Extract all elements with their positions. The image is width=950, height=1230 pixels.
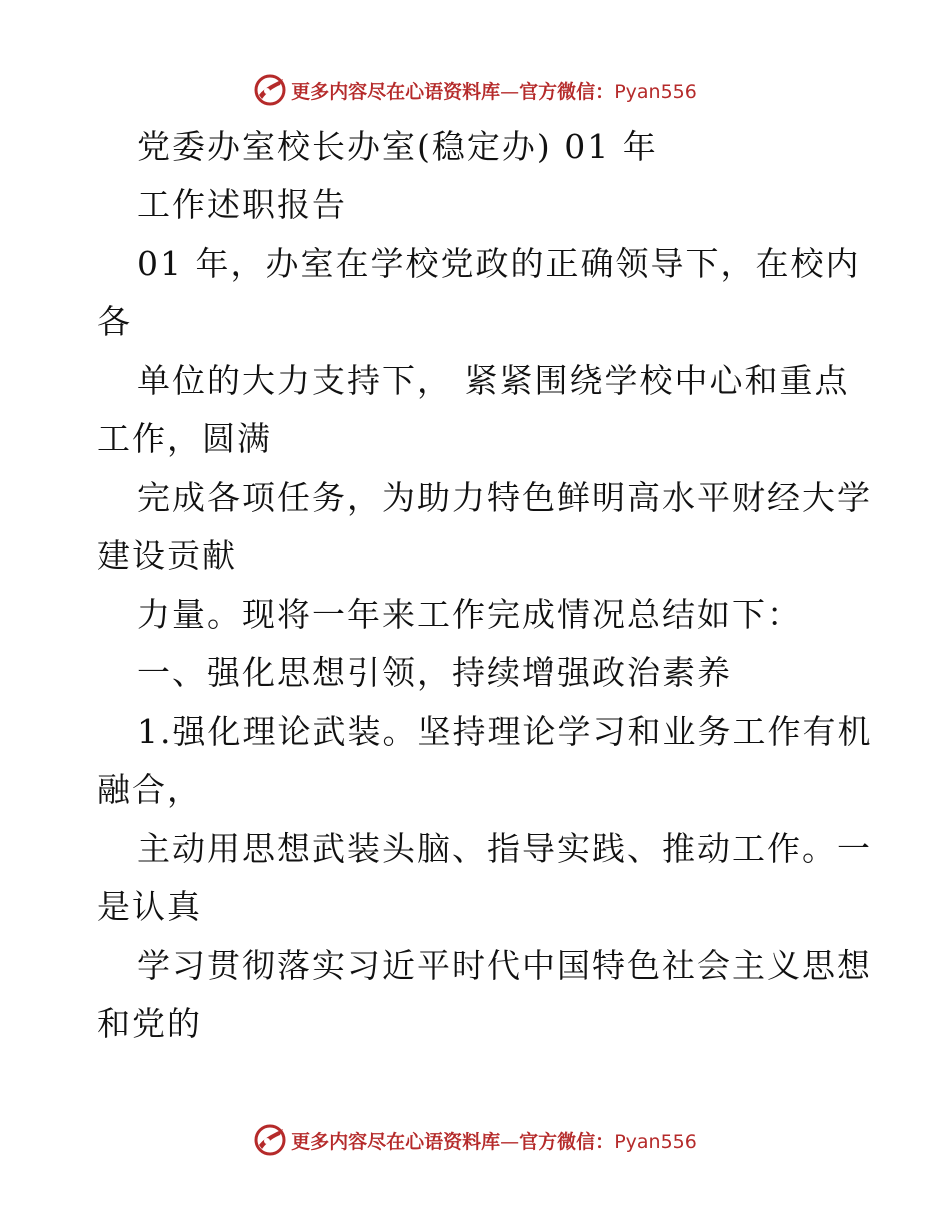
pen-logo-icon bbox=[253, 73, 287, 107]
footer-watermark-banner bbox=[0, 1120, 950, 1160]
banner-separator: — bbox=[500, 80, 520, 103]
document-title-line-2: 工作述职报告 bbox=[137, 185, 347, 224]
banner-separator: — bbox=[500, 1130, 520, 1153]
banner-site-text: 更多内容尽在心语资料库 bbox=[291, 1130, 501, 1153]
banner-wechat-id: Pyan556 bbox=[614, 1130, 697, 1153]
paragraph-line: 主动用思想武装头脑、指导实践、推动工作。一 bbox=[137, 829, 872, 868]
paragraph-line: 完成各项任务，为助力特色鲜明高水平财经大学 bbox=[137, 478, 872, 517]
paragraph-line: 工作，圆满 bbox=[97, 419, 272, 458]
pen-logo-icon bbox=[253, 1123, 287, 1157]
banner-wechat-label: 官方微信： bbox=[519, 80, 615, 103]
paragraph-line: 学习贯彻落实习近平时代中国特色社会主义思想 bbox=[137, 946, 872, 985]
banner-wechat-label: 官方微信： bbox=[519, 1130, 615, 1153]
section-heading: 一、强化思想引领，持续增强政治素养 bbox=[137, 653, 732, 692]
document-title-line-1: 党委办室校长办室(稳定办) 01 年 bbox=[137, 127, 658, 166]
paragraph-line: 力量。现将一年来工作完成情况总结如下： bbox=[137, 595, 802, 634]
banner-text bbox=[291, 1127, 697, 1154]
banner-wechat-id: Pyan556 bbox=[614, 80, 697, 103]
banner-site-text: 更多内容尽在心语资料库 bbox=[291, 80, 501, 103]
paragraph-line: 01 年，办室在学校党政的正确领导下，在校内 bbox=[137, 244, 861, 283]
paragraph-line: 单位的大力支持下， 紧紧围绕学校中心和重点 bbox=[137, 361, 850, 400]
header-watermark-banner bbox=[0, 70, 950, 110]
paragraph-line: 1.强化理论武装。坚持理论学习和业务工作有机 bbox=[137, 712, 873, 751]
banner-text bbox=[291, 77, 697, 104]
paragraph-line: 和党的 bbox=[97, 1004, 202, 1043]
paragraph-line: 是认真 bbox=[97, 887, 202, 926]
paragraph-line: 建设贡献 bbox=[97, 536, 237, 575]
paragraph-line: 融合， bbox=[97, 770, 202, 809]
paragraph-line: 各 bbox=[97, 302, 132, 341]
